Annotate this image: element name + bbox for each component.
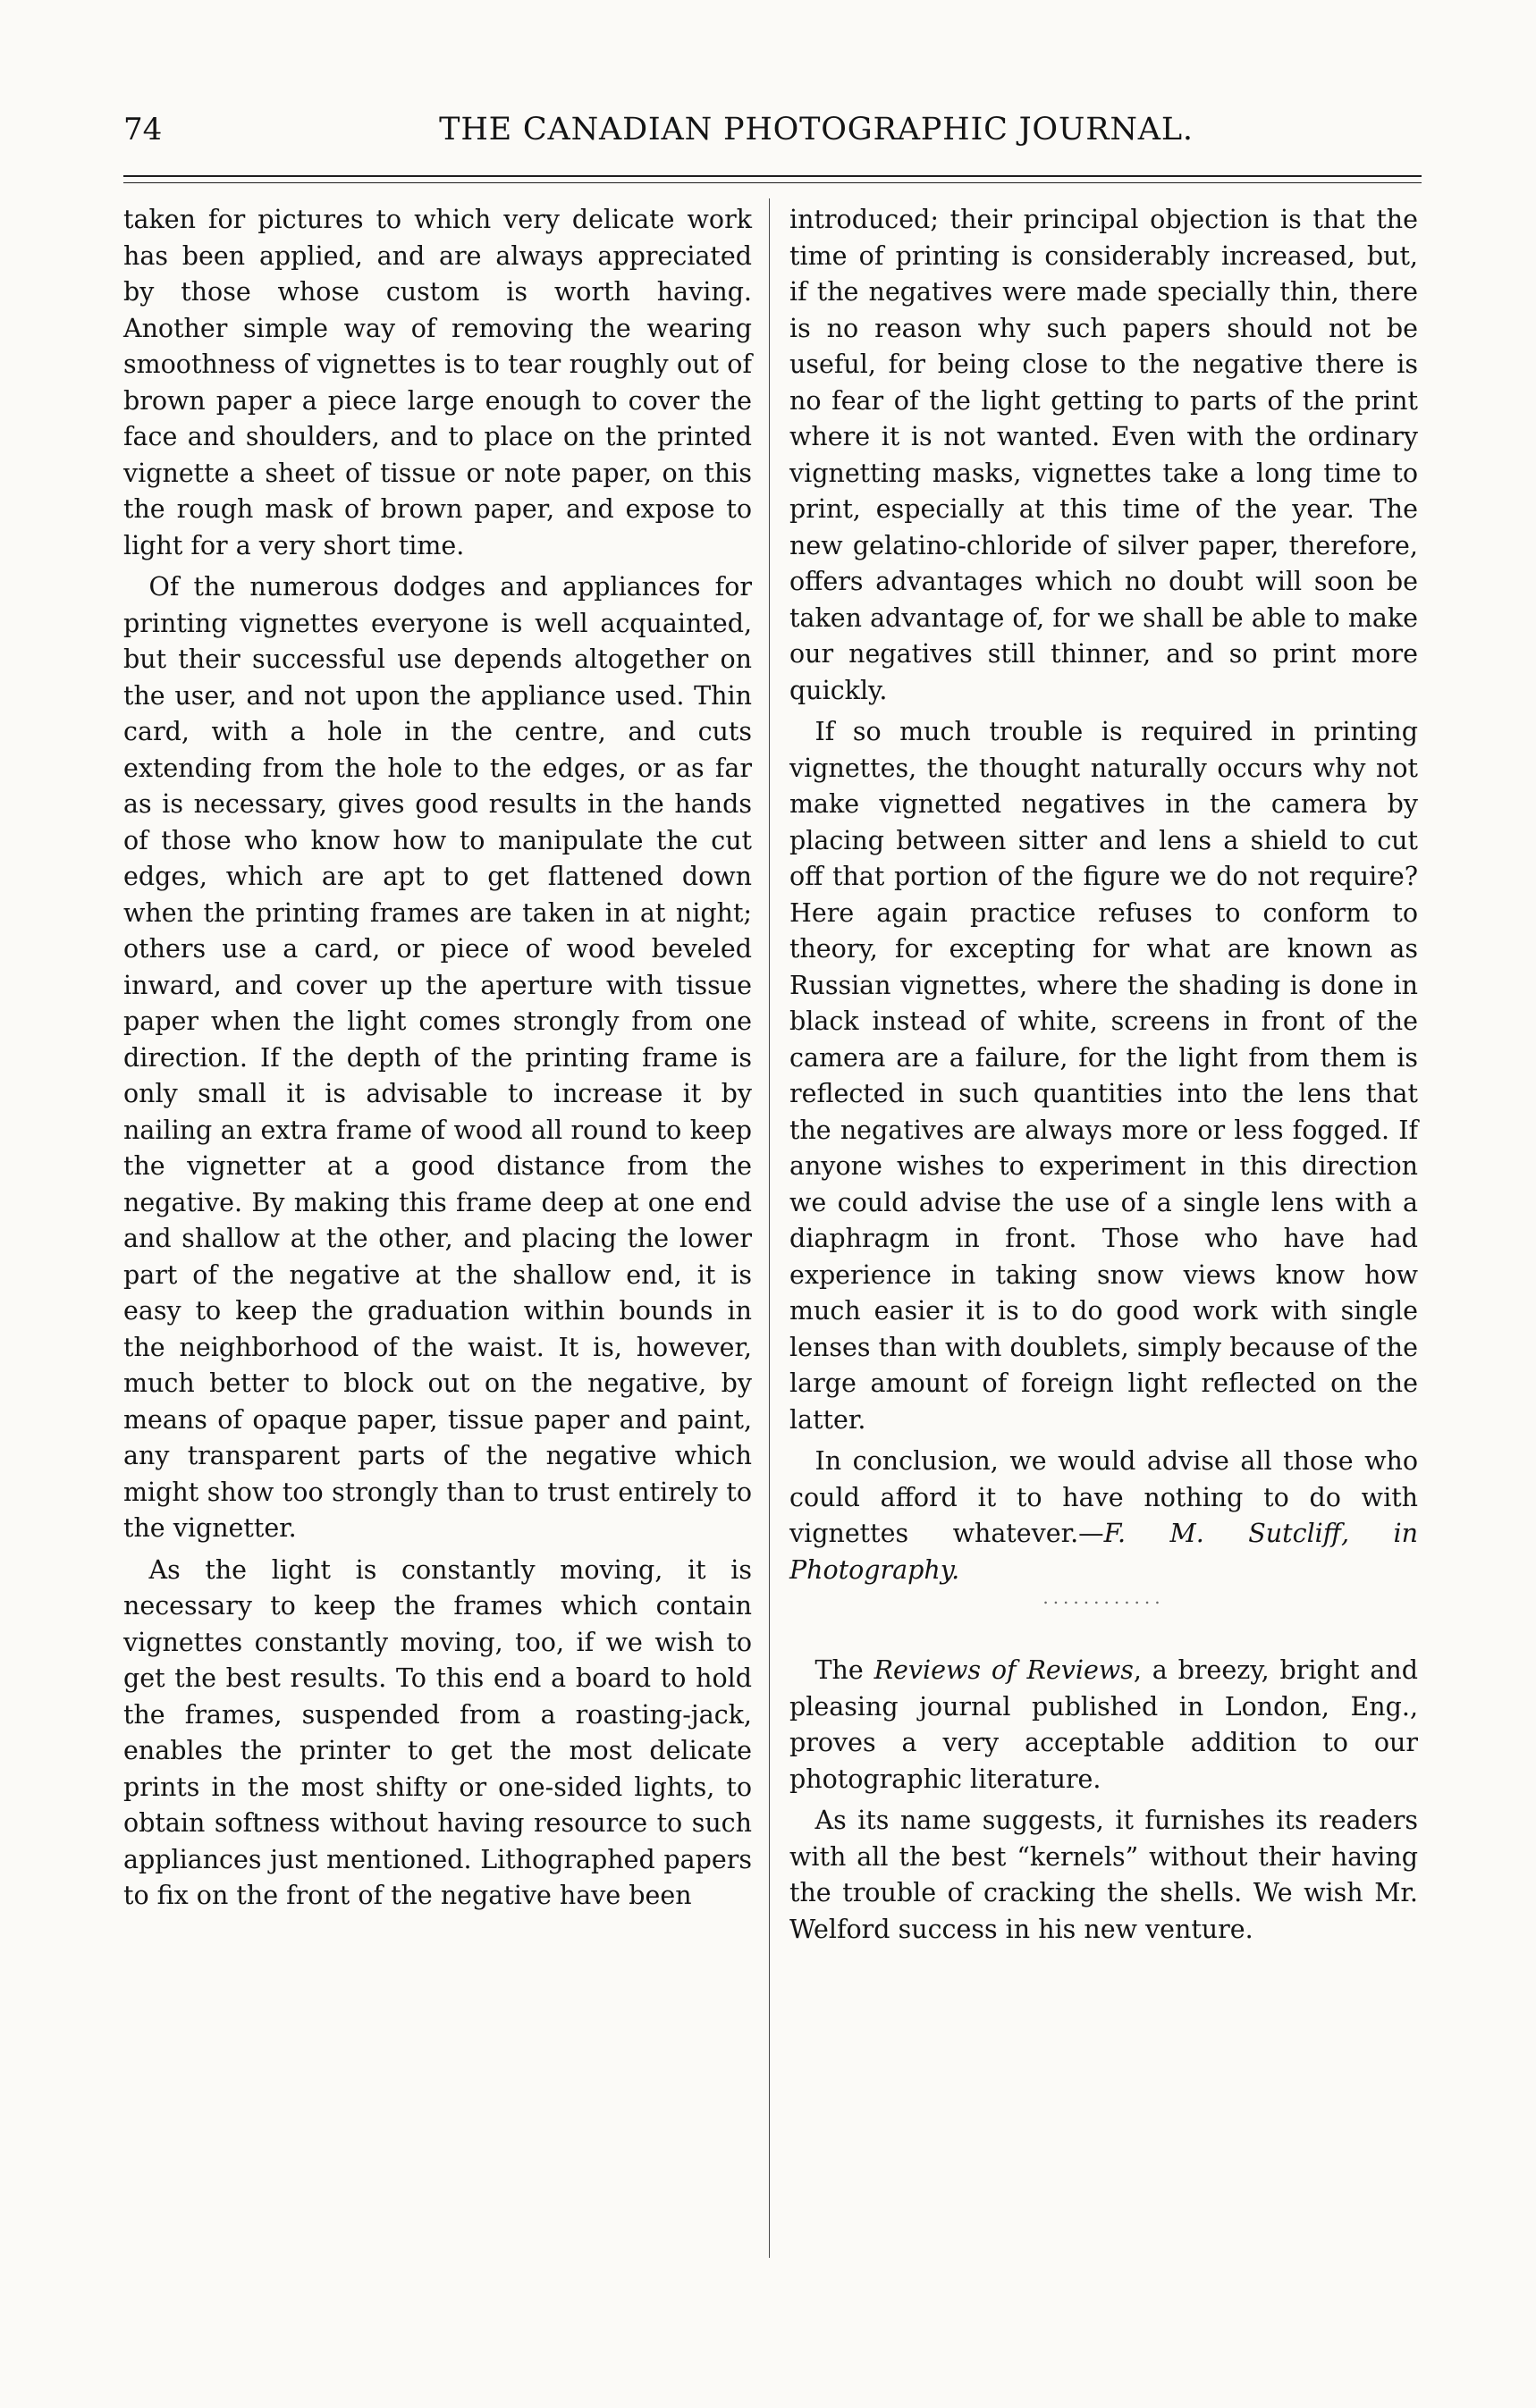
right-column — [789, 202, 1418, 1948]
review-paragraph — [789, 1653, 1418, 1798]
column-divider — [769, 198, 770, 2258]
right-paragraph-2: If so much trouble is required in printing vignettes, the thought naturally occurs why not make vignetted negatives in the camera by placing between sitter and lens a shield to cut off that portion of the figure we do not require? Here again practice refuses to conform to theory, for excepting for what are known as Russian vignettes, where the shading is done in black instead of white, screens in front of the camera are a failure, for the light from them is reflected in such quantities into the lens that the negatives are always more or less fogged. If anyone wishes to experiment in this direction we could advise the use of a single lens with a diaphragm in front. Those who have had experience in taking snow views know how much easier it is to do good work with single lenses than with doublets, simply because of the large amount of foreign light reflected on the latter. — [789, 717, 1418, 1435]
review-prefix: The — [814, 1655, 874, 1685]
right-paragraph-1: introduced; their principal objection is that the time of printing is considerably increased, but, if the negatives were made specially thin, there is no reason why such papers should not be useful, for being close to the negative there is no fear of the light getting to parts of the print where it is not wanted. Even with the ordinary vignetting masks, vignettes take a long time to print, especially at this time of the year. The new gelatino-chloride of silver paper, therefore, offers advantages which no doubt will soon be taken advantage of, for we shall be able to make our negatives still thinner, and so print more quickly. — [789, 205, 1418, 705]
header-rule-bottom — [123, 182, 1422, 183]
left-paragraph-3: As the light is constantly moving, it is necessary to keep the frames which contain vignettes constantly moving, too, if we wish to get the best results. To this end a board to hold the frames, suspended from a roasting-jack, enables the printer to get the most delicate prints in the most shifty or one-sided lights, to obtain softness without having resource to such appliances just mentioned. Lithographed papers to fix on the front of the negative have been — [123, 1554, 752, 1910]
page-header — [123, 114, 1422, 161]
right-paragraph-3 — [789, 1444, 1418, 1588]
journal-title: THE CANADIAN PHOTOGRAPHIC JOURNAL. — [439, 112, 1194, 147]
section-separator: ............ — [1042, 1587, 1165, 1608]
article-signature: F. M. Sutcliff, in Photography. — [789, 1519, 1419, 1585]
conclusion-text: In conclusion, we would advise all those who could afford it to have nothing to do with vignettes whatever.— — [789, 1446, 1418, 1548]
left-paragraph-1: taken for pictures to which very delicate work has been applied, and are always appreciated by those whose custom is worth having. Another simple way of removing the wearing smoothness of vignettes is to tear roughly out of brown paper a piece large enough to cover the face and shoulders, and to place on the printed vignette a sheet of tissue or note paper, on this the rough mask of brown paper, and expose to light for a very short time. — [123, 205, 752, 560]
page-number: 74 — [123, 112, 163, 147]
review-title: Reviews of Reviews — [873, 1655, 1134, 1685]
closing-paragraph: As its name suggests, it furnishes its readers with all the best “kernels” without their having the trouble of cracking the shells. We wish Mr. Welford success in his new venture. — [789, 1806, 1418, 1944]
header-rule-top — [123, 175, 1422, 177]
review-suffix: , a breezy, bright and pleasing journal published in London, Eng., proves a very acceptable addition to our photographic literature. — [789, 1655, 1418, 1794]
left-column — [123, 202, 752, 1915]
left-paragraph-2: Of the numerous dodges and appliances for printing vignettes everyone is well acquainted, but their successful use depends altogether on the user, and not upon the appliance used. Thin card, with a hole in the centre, and cuts extending from the hole to the edges, or as far as is necessary, gives good results in the hands of those who know how to manipulate the cut edges, which are apt to get flattened down when the printing frames are taken in at night; others use a card, or piece of wood beveled inward, and cover up the aperture with tissue paper when the light comes strongly from one direction. If the depth of the printing frame is only small it is advisable to increase it by nailing an extra frame of wood all round to keep the vignetter at a good distance from the negative. By making this frame deep at one end and shallow at the other, and placing the lower part of the negative at the shallow end, it is easy to keep the graduation within bounds in the neighborhood of the waist. It is, however, much better to block out on the negative, by means of opaque paper, tissue paper and paint, any transparent parts of the negative which might show too strongly than to trust entirely to the vignetter. — [123, 572, 752, 1543]
